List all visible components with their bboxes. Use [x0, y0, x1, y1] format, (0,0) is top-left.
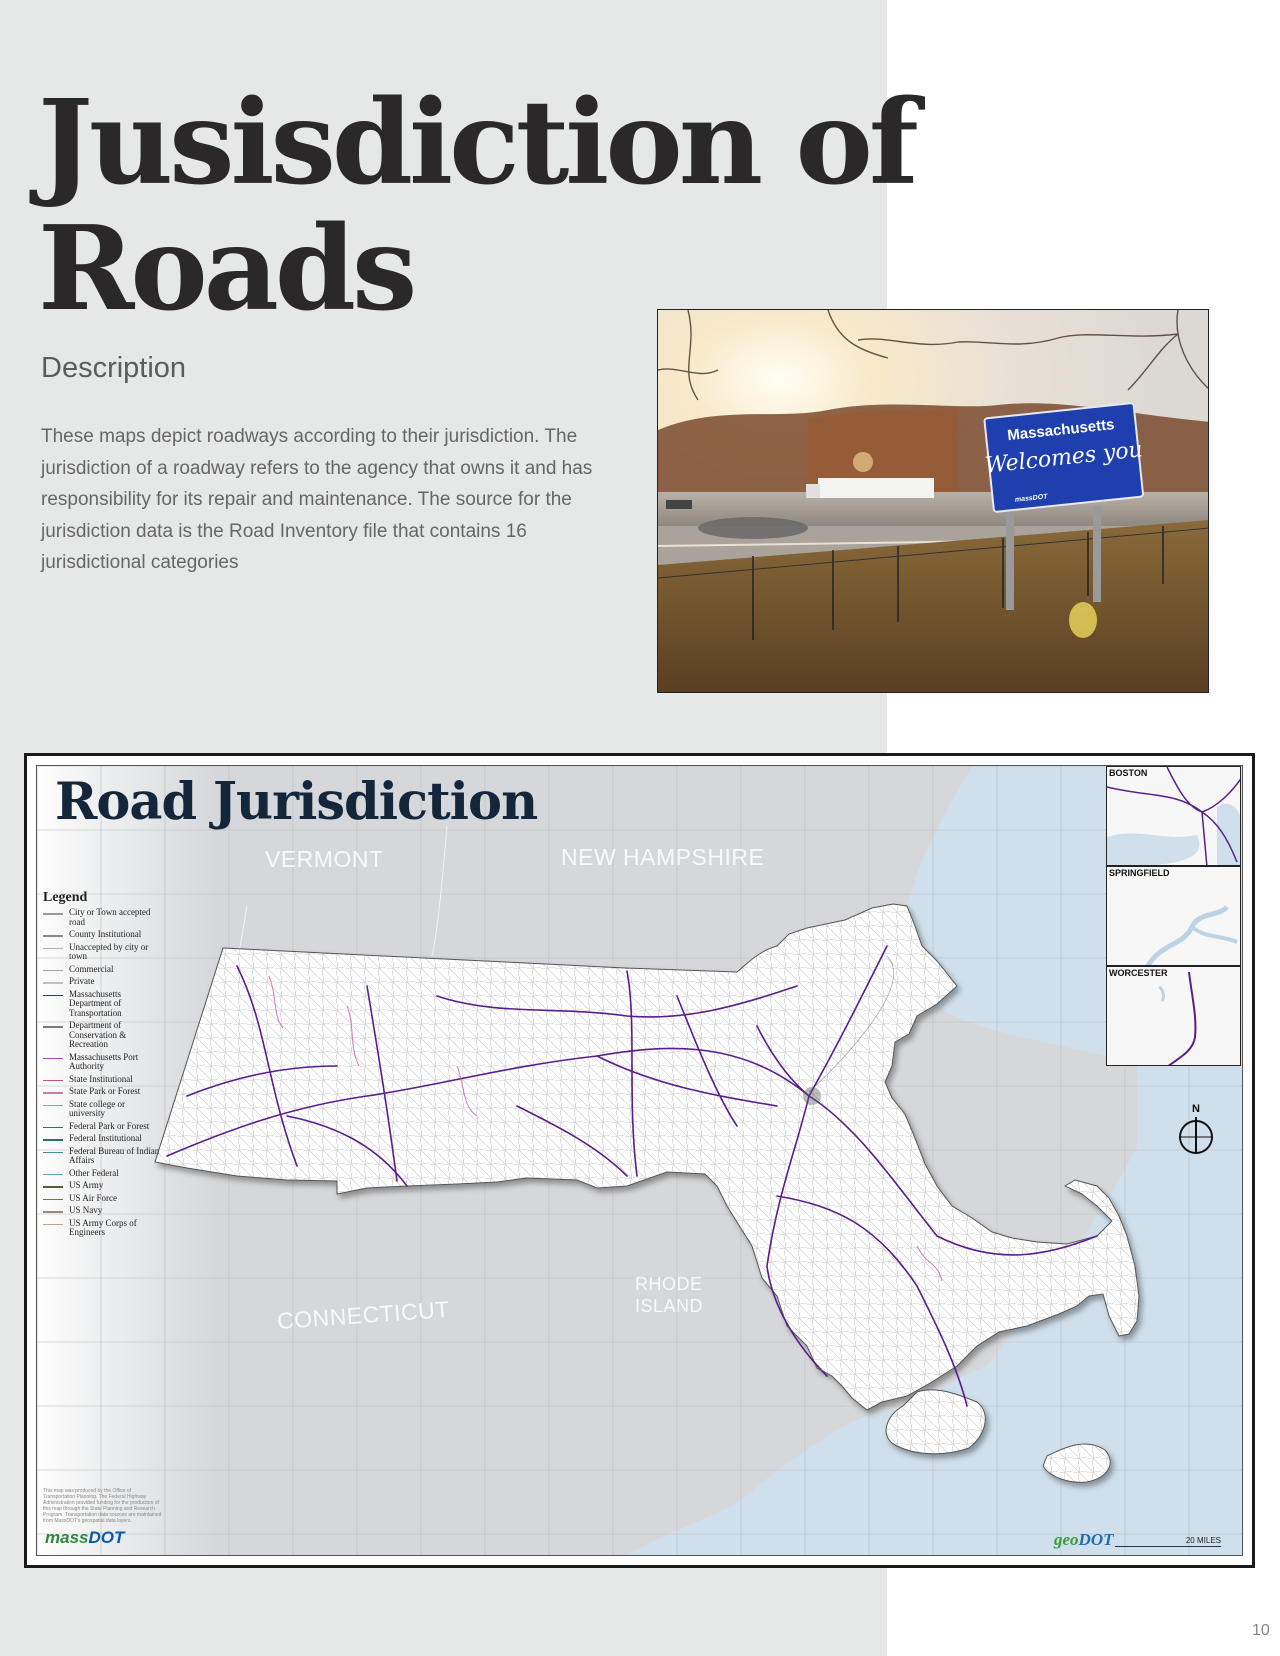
- legend-item-label: City or Town accepted road: [69, 907, 151, 927]
- legend-item-label: US Air Force: [69, 1192, 117, 1203]
- legend-item: [43, 1021, 163, 1050]
- legend-swatch: [43, 1026, 63, 1028]
- sign-line-2: Welcomes you: [983, 437, 1144, 479]
- geodot-logo-dot: DOT: [1078, 1530, 1114, 1549]
- legend-swatch: [43, 1174, 63, 1176]
- legend-item: [43, 1219, 163, 1238]
- inset-springfield: [1106, 866, 1241, 966]
- legend-swatch: [43, 995, 63, 997]
- legend-item-label: State Institutional: [69, 1073, 133, 1084]
- legend-item: [43, 1087, 163, 1097]
- legend-item: [43, 1206, 163, 1216]
- legend-item-label: Commercial: [69, 963, 114, 974]
- legend-item-label: Federal Park or Forest: [69, 1120, 150, 1131]
- legend-item: [43, 1134, 163, 1144]
- welcome-sign-photo: [657, 309, 1209, 693]
- legend-items: [43, 908, 163, 1238]
- legend-swatch: [43, 1058, 63, 1060]
- legend-item: [43, 1147, 163, 1166]
- legend-item-label: US Navy: [69, 1205, 103, 1215]
- legend-swatch: [43, 1152, 63, 1154]
- map-graphic: [37, 766, 1242, 1555]
- map-title: Road Jurisdiction: [55, 772, 538, 832]
- legend-item: [43, 977, 163, 987]
- massdot-logo: [45, 1528, 124, 1548]
- legend-swatch: [43, 948, 63, 950]
- legend-item: [43, 965, 163, 975]
- sign-logo: massDOT: [1014, 493, 1048, 504]
- legend-item: [43, 1181, 163, 1191]
- state-label-connecticut: CONNECTICUT: [276, 1296, 451, 1334]
- legend-swatch: [43, 1186, 63, 1188]
- legend-item: [43, 1122, 163, 1132]
- legend-swatch: [43, 1127, 63, 1129]
- state-label-rhode-island-1: RHODE: [635, 1274, 703, 1294]
- legend-item: [43, 1169, 163, 1179]
- legend-item-label: Massachusetts Department of Transportation: [69, 988, 122, 1018]
- legend-item-label: US Army: [69, 1180, 104, 1190]
- legend-item: [43, 1075, 163, 1085]
- page-title-line-1: Jusisdiction of: [38, 75, 915, 211]
- legend-swatch: [43, 1224, 63, 1226]
- state-label-new-hampshire: NEW HAMPSHIRE: [561, 844, 765, 870]
- legend-swatch: [43, 1105, 63, 1107]
- description-heading: Description: [41, 352, 187, 384]
- page-title-line-2: Roads: [38, 201, 414, 337]
- inset-boston-label: BOSTON: [1109, 768, 1148, 778]
- north-label: N: [1192, 1103, 1200, 1115]
- legend-item-label: Federal Bureau of Indian Affairs: [69, 1145, 160, 1165]
- inset-boston: [1106, 766, 1241, 866]
- legend-swatch: [43, 935, 63, 937]
- legend-item-label: Other Federal: [69, 1167, 119, 1178]
- legend-swatch: [43, 970, 63, 972]
- legend-item-label: State college or university: [69, 1098, 125, 1118]
- photo-illustration: [658, 310, 1209, 693]
- legend-item: [43, 930, 163, 940]
- massdot-logo-dot: DOT: [88, 1528, 125, 1547]
- state-label-rhode-island-2: ISLAND: [635, 1296, 704, 1316]
- geodot-logo-geo: geo: [1054, 1530, 1079, 1549]
- inset-springfield-map: [1107, 867, 1241, 966]
- legend-item: [43, 1053, 163, 1072]
- legend-item: [43, 943, 163, 962]
- legend-item: [43, 1194, 163, 1204]
- legend-item-label: US Army Corps of Engineers: [69, 1217, 137, 1237]
- legend-swatch: [43, 1092, 63, 1094]
- compass-icon: [1177, 1115, 1215, 1155]
- map-legend: [43, 890, 163, 1241]
- legend-item-label: County Institutional: [69, 929, 142, 939]
- inset-worcester: [1106, 966, 1241, 1066]
- legend-item-label: Unaccepted by city or town: [69, 941, 149, 961]
- legend-item: [43, 908, 163, 927]
- sign-line-1: Massachusetts: [1006, 416, 1116, 445]
- massdot-logo-mass: mass: [45, 1528, 89, 1547]
- legend-swatch: [43, 1139, 63, 1141]
- geodot-logo: [1054, 1530, 1114, 1550]
- inset-worcester-label: WORCESTER: [1109, 968, 1168, 978]
- map-canvas: [36, 765, 1243, 1556]
- road-jurisdiction-map: [24, 753, 1255, 1568]
- north-arrow: [1177, 1103, 1215, 1160]
- legend-swatch: [43, 1211, 63, 1213]
- page-title: [38, 75, 918, 337]
- legend-swatch: [43, 1080, 63, 1082]
- scale-bar: 20 MILES: [1115, 1536, 1221, 1547]
- inset-worcester-map: [1107, 967, 1241, 1066]
- legend-title: Legend: [43, 890, 88, 905]
- legend-swatch: [43, 1199, 63, 1201]
- legend-item: [43, 990, 163, 1019]
- state-label-vermont: VERMONT: [265, 846, 384, 872]
- page-number: 10: [1252, 1622, 1270, 1639]
- legend-item-label: Federal Institutional: [69, 1133, 142, 1143]
- legend-item-label: State Park or Forest: [69, 1086, 141, 1096]
- legend-item: [43, 1100, 163, 1119]
- legend-item-label: Private: [69, 976, 95, 986]
- legend-swatch: [43, 913, 63, 915]
- map-credit-text: This map was produced by the Office of Transportation Planning. The Federal Highway Administration provided funding for the production of this map through the State Planning and Research Program. Transportation data sources are maintained from MassDOT's geospatial data layers.: [43, 1488, 162, 1524]
- legend-item-label: Department of Conservation & Recreation: [69, 1020, 127, 1049]
- legend-item-label: Massachusetts Port Authority: [69, 1051, 139, 1071]
- description-body: These maps depict roadways according to their jurisdiction. The jurisdiction of a roadway refers to the agency that owns it and has responsibility for its repair and maintenance. The source for the jurisdiction data is the Road Inventory file that contains 16 jurisdictional categories: [41, 426, 593, 573]
- inset-boston-map: [1107, 767, 1241, 866]
- legend-swatch: [43, 982, 63, 984]
- inset-springfield-label: SPRINGFIELD: [1109, 868, 1170, 878]
